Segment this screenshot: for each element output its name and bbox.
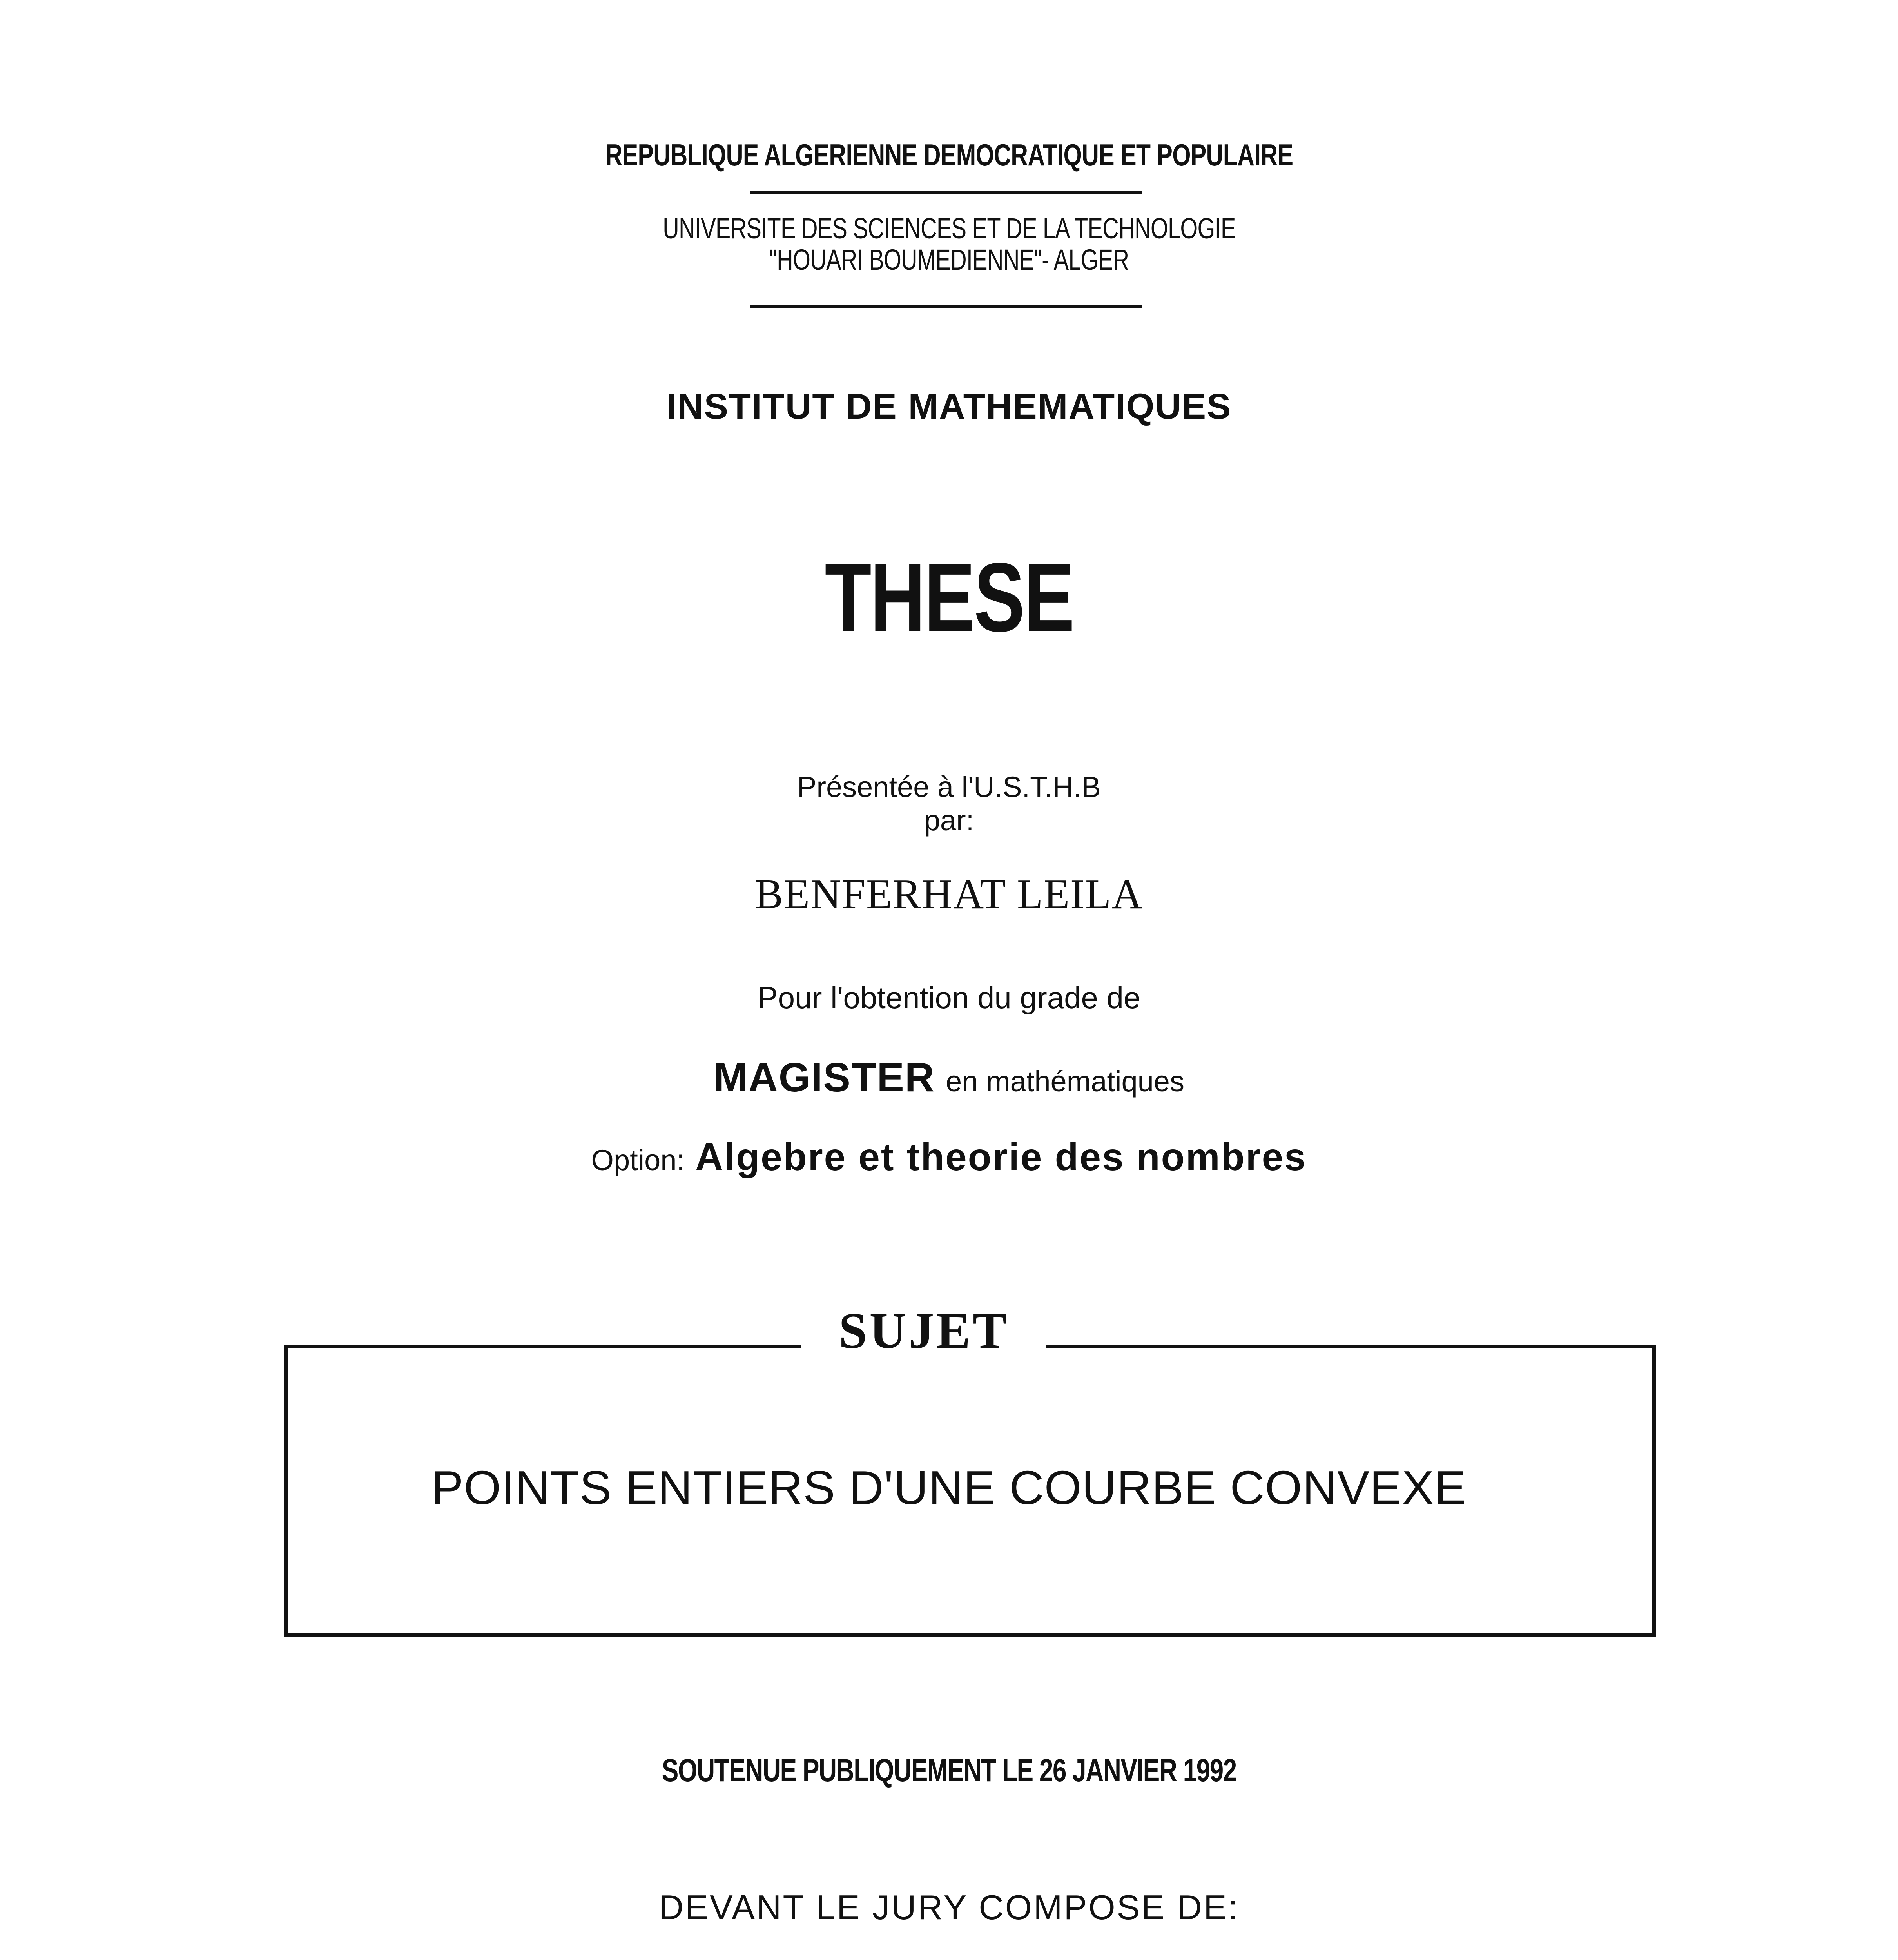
header-university-name-text: "HOUARI BOUMEDIENNE"- ALGER [769, 243, 1129, 276]
document-type-text: THESE [825, 543, 1073, 652]
document-type-title [0, 541, 1898, 653]
header-university-name [0, 243, 1898, 276]
degree-name: MAGISTER [714, 1055, 935, 1100]
subject-label: SUJET [839, 1303, 1009, 1359]
header-republic [0, 137, 1898, 173]
header-university-text: UNIVERSITE DES SCIENCES ET DE LA TECHNOLOGIE [662, 212, 1236, 245]
header-university [0, 212, 1898, 245]
institute-name: INSTITUT DE MATHEMATIQUES [666, 387, 1232, 426]
option-label: Option: [591, 1144, 685, 1176]
defense-date-text: SOUTENUE PUBLIQUEMENT LE 26 JANVIER 1992 [662, 1753, 1236, 1788]
subject-box-top-right-border [1046, 1345, 1656, 1348]
obtention-line: Pour l'obtention du grade de [757, 980, 1141, 1015]
subject-title: POINTS ENTIERS D'UNE COURBE CONVEXE [431, 1461, 1467, 1514]
option-value: Algebre et theorie des nombres [695, 1135, 1307, 1178]
author-name: BENFERHAT LEILA [755, 871, 1143, 918]
header-divider-2 [750, 305, 1142, 308]
degree-field: en mathématiques [946, 1065, 1184, 1098]
degree-line [0, 1054, 1898, 1101]
header-divider [750, 191, 1142, 194]
jury-heading: DEVANT LE JURY COMPOSE DE: [658, 1888, 1240, 1927]
option-line [0, 1135, 1898, 1179]
presented-at: Présentée à l'U.S.T.H.B [797, 771, 1101, 803]
subject-box-top-left-border [284, 1345, 801, 1348]
defense-date [0, 1752, 1898, 1789]
by-label: par: [924, 804, 974, 837]
header-republic-text: REPUBLIQUE ALGERIENNE DEMOCRATIQUE ET POPULAIRE [605, 138, 1293, 172]
